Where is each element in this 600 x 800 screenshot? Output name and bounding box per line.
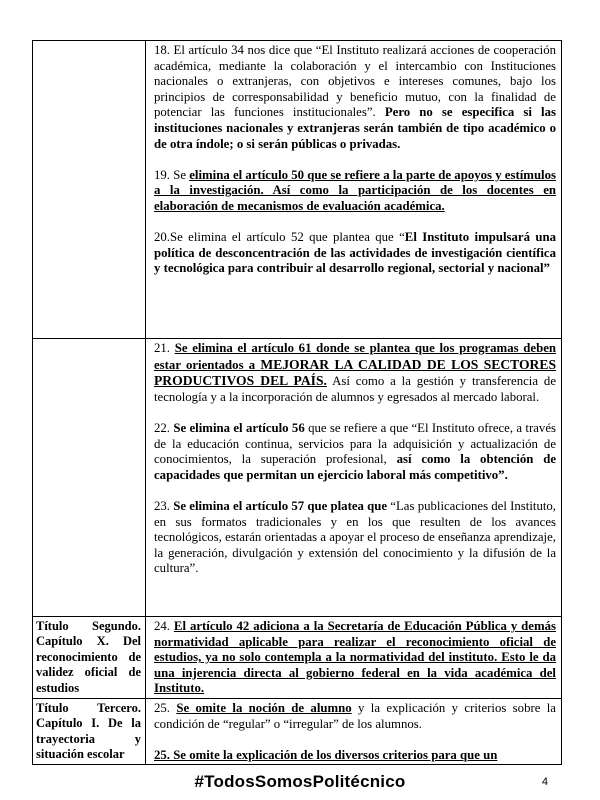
text-segment: Pero no se especifica si las instituciones nacionales y extranjeras serán también de tipo académico o de otra índole; o si serán públicas o privadas. bbox=[154, 105, 556, 151]
paragraph bbox=[154, 421, 556, 483]
left-cell-text bbox=[33, 339, 145, 341]
text-segment: MEJORAR LA CALIDAD DE LOS SECTORES PRODUCTIVOS DEL PAÍS. bbox=[154, 356, 557, 389]
left-cell-text bbox=[33, 41, 145, 43]
right-cell bbox=[146, 41, 562, 339]
paragraph bbox=[154, 619, 556, 697]
cell-content bbox=[146, 339, 561, 577]
right-cell bbox=[146, 699, 562, 765]
table-row bbox=[33, 339, 562, 617]
text-segment: 23. bbox=[154, 498, 174, 513]
text-segment: 21. bbox=[154, 341, 175, 355]
section-heading: Título Segundo. Capítulo X. Del reconocimiento de validez oficial de estudios bbox=[36, 619, 141, 695]
table-row bbox=[33, 699, 562, 765]
left-cell bbox=[33, 41, 146, 339]
text-segment: 20.Se elimina el artículo 52 que plantea que “ bbox=[154, 230, 405, 245]
text-segment: que se refiere a que “El Instituto ofrece, a través de la educación continua, servicios para la adquisición y actualización de conocimientos, la superación profesional, bbox=[154, 420, 556, 467]
document-table bbox=[32, 40, 562, 765]
text-segment: Se omite la noción de alumno bbox=[176, 701, 352, 715]
text-segment: 25. Se omite la explicación de los diversos criterios para que un bbox=[154, 747, 498, 762]
text-segment: El artículo 42 adiciona a la Secretaría de Educación Pública y demás normatividad aplicable para realizar el reconocimiento oficial de estudios, ya no solo contempla a la normatividad del instituto. Esto le da una injerencia directa al gobierno federal en la vida académica del Instituto. bbox=[154, 619, 556, 696]
text-segment: 18. El artículo 34 nos dice que “El Instituto realizará acciones de cooperación académica, mediante la colaboración y el intercambio con Instituciones nacionales o extranjeras, con objetivos e intereses comunes, bajo los principios de corresponsabilidad y beneficio mutuo, con la finalidad de potenciar las funciones institucionales”. bbox=[154, 43, 556, 120]
text-segment: 24. bbox=[154, 619, 174, 633]
left-cell bbox=[33, 339, 146, 617]
left-cell bbox=[33, 699, 146, 765]
text-segment: así como la obtención de capacidades que permitan un ejercicio laboral más competitivo”. bbox=[154, 452, 556, 482]
cell-content bbox=[146, 617, 561, 697]
text-segment: “Las publicaciones del Instituto, en sus formatos tradicionales y en los que resulten de los avances tecnológicos, estarán orientadas a apoyar el proceso de enseñanza aprendizaje, la generación, divulgación y extensión del conocimiento y la difusión de la cultura”. bbox=[154, 498, 556, 576]
page-number: 4 bbox=[541, 776, 548, 788]
text-segment: Se elimina el artículo 61 donde se plantea que los programas deben estar orientados a bbox=[154, 341, 557, 372]
paragraph bbox=[154, 701, 556, 732]
cell-content bbox=[146, 41, 561, 277]
right-cell bbox=[146, 339, 562, 617]
paragraph bbox=[154, 230, 556, 277]
text-segment: elimina el artículo 50 que se refiere a la parte de apoyos y estímulos a la investigación. Así como la participación de los docentes en elaboración de mecanismos de evaluación académica. bbox=[154, 167, 556, 213]
paragraph bbox=[154, 43, 556, 152]
paragraph bbox=[154, 499, 556, 577]
footer-hashtag: #TodosSomosPolitécnico bbox=[194, 772, 406, 791]
text-segment: Así como a la gestión y transferencia de tecnología y a la incorporación de alumnos y egresados al mercado laboral. bbox=[154, 374, 556, 404]
table-row bbox=[33, 617, 562, 699]
paragraph bbox=[154, 341, 556, 405]
text-segment: Se elimina el artículo 57 que platea que bbox=[173, 498, 388, 513]
text-segment: y la explicación y criterios sobre la condición de “regular” o “irregular” de los alumnos. bbox=[154, 701, 556, 731]
text-segment: El Instituto impulsará una política de desconcentración de las actividades de investigación científica y tecnológica para contribuir al desarrollo regional, sectorial y nacional” bbox=[154, 230, 556, 276]
right-cell bbox=[146, 617, 562, 699]
text-segment: Se elimina el artículo 56 bbox=[173, 420, 305, 435]
paragraph bbox=[154, 748, 556, 764]
paragraph bbox=[154, 168, 556, 215]
cell-content bbox=[146, 699, 561, 763]
section-heading: Título Tercero. Capítulo I. De la trayectoria y situación escolar bbox=[36, 701, 141, 762]
left-cell bbox=[33, 617, 146, 699]
table-row bbox=[33, 41, 562, 339]
text-segment: 25. bbox=[154, 701, 177, 715]
text-segment: 22. bbox=[154, 420, 174, 435]
text-segment: 19. Se bbox=[154, 167, 190, 182]
